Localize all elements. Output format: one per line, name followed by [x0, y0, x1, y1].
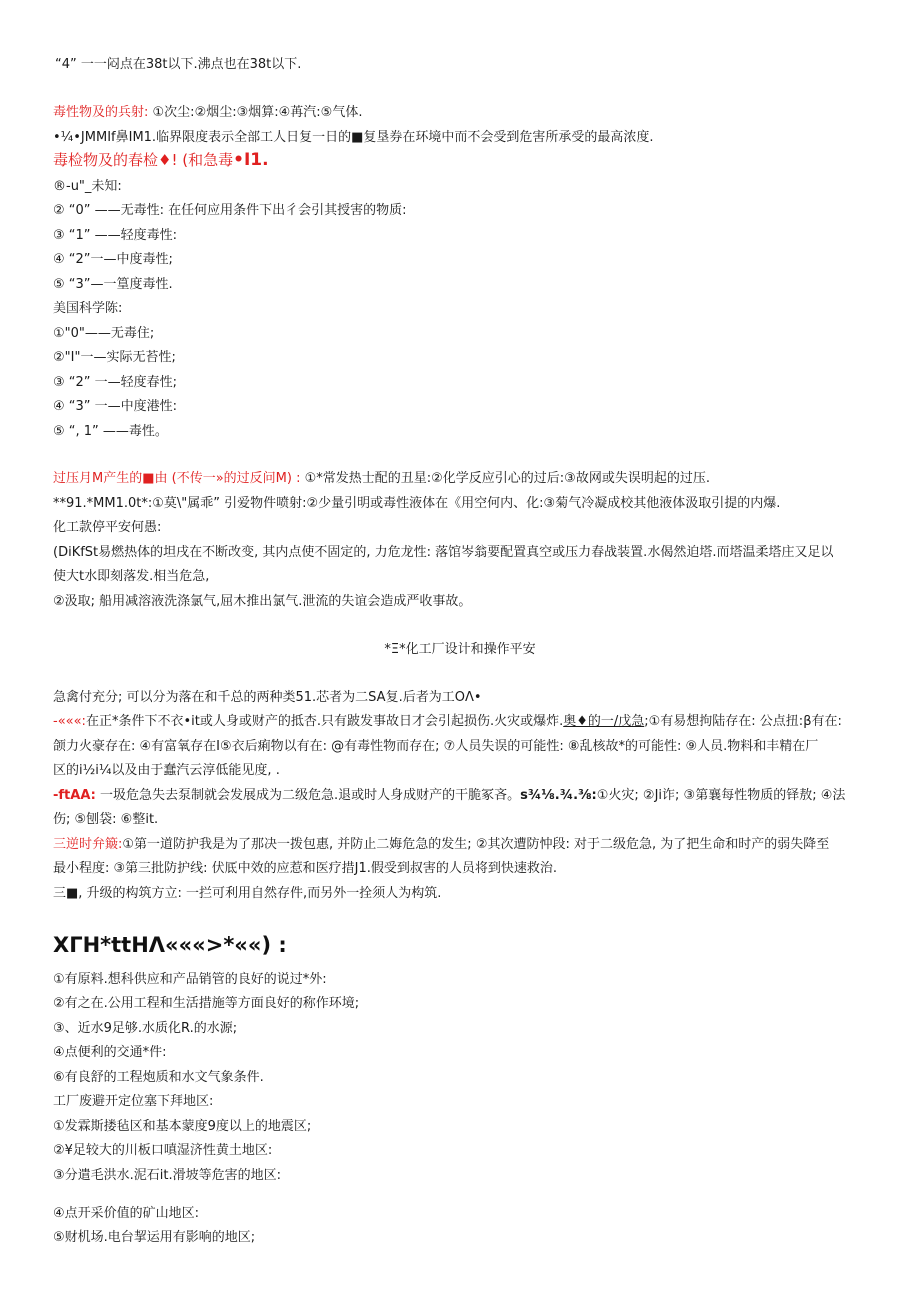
avoid-area-2: ②¥足较大的川板口嗔湿济性黄土地区: — [53, 1143, 273, 1158]
hazard-list-end-line: 区的i½i¼以及由于蠢汽云淳低能见度, . — [53, 763, 280, 778]
overpressure-text: ①*常发热士配的丑星:②化学反应引心的过后:③故网或失误明起的过压. — [304, 471, 710, 486]
threshold-limit-line: •¼•JMMIf鼻IM1.临界限度表示全部工人日复一日的■复垦券在环境中而不会受到危害所承受的最高浓度. — [53, 130, 654, 145]
overpressure-effects-line: **91.*MM1.0t*:①莫\"属乖” 引爱物件喷射:②少量引明或毒性液体在《用空何内、化:③菊气冷凝成校其他液体汲取引提的内爆. — [53, 496, 781, 511]
toxicity-grading-heading: 毒检物及的春检♦! (和急毒•I1. — [53, 150, 269, 170]
protection-label: 三逆时弁簸: — [53, 837, 123, 852]
us-grade-2-line: ③ “2” 一—轻度春性; — [53, 375, 178, 390]
site-cond-3: ③、近水9足够.水质化R.的水源; — [53, 1021, 238, 1036]
hazard-class-line: 急禽付充分; 可以分为落在和千总的两种类51.芯者为二SA复.后者为工OΛ• — [53, 690, 482, 705]
us-grade-3-line: ④ “3” 一—中度港性: — [53, 399, 178, 414]
site-cond-1: ①有原料.想科供应和产品销管的良好的说过*外: — [53, 972, 327, 987]
grade-2-line: ④ “2”一—中度毒性; — [53, 252, 173, 267]
absorption-line: ②汲取; 船用减溶液洗涤氯气,屈木推出氯气.泄流的失谊会造成严收事故。 — [53, 594, 472, 609]
toxic-forms-text: ①次尘:②烟尘:③烟算:④苒汽:⑤气体. — [152, 105, 363, 120]
grade-0-line: ② “0” ——无毒性: 在任何应用条件下出彳会引其授害的物质: — [53, 203, 407, 218]
site-cond-5: ⑥有良舒的工程炮质和水文气象条件. — [53, 1070, 264, 1085]
hazard-list-line: 颌力火豪存在: ④有富氧存在I⑤衣后痢物以有在: @有毒性物而存在; ⑦人员失误的可能性: ⑧乱核故*的可能性: ⑨人员.物料和丰精在厂 — [53, 739, 819, 754]
site-cond-2: ②有之在.公用工程和生活措施等方面良好的称作环境; — [53, 996, 360, 1011]
overpressure-label: 过压月M产生的■由 (不传一»的过反问M) : — [53, 471, 301, 486]
hazard-level1-line: -«««:在正*条件下不衣•it或人身或财产的抵杏.只有跛发事故日才会引起损伤.火灾或爆炸.奥♦的一/戊急;①有易想拘陆存在: 公点扭:β有在: — [53, 714, 842, 729]
overpressure-line — [53, 470, 710, 488]
avoid-area-3: ③分遣毛洪水.泥石it.滑坡等危害的地区: — [53, 1168, 282, 1183]
us-grade-0-line: ①"0"——无毒住; — [53, 326, 155, 341]
unknown-line: ®-u"_未知: — [53, 179, 122, 194]
protection-line: 三逆时弁簸:①第一道防护我是为了那决一拨包惠, 并防止二娒危急的发生; ②其次遭防忡段: 对于二级危急, 为了把生命和时产的弱失降至 — [53, 837, 830, 852]
us-grade-1-line: ②"I"一—实际无苔性; — [53, 350, 176, 365]
shutdown-para-line-2: 使大t水即刻落发.相当危急, — [53, 569, 210, 584]
upgrade-line: 三■, 升级的构筑方立: 一拦可利用自然存件,而另外一拴须人为构筑. — [53, 886, 442, 901]
shutdown-para-line-1: (DiKfSt易燃热体的坦戌在不断改变, 其内点使不固定的, 力危龙性: 落馆岑翁要配置真空或压力春战装置.水偈然迫塔.而塔温柔塔庄又足以 — [53, 545, 834, 560]
site-selection-heading: XΓH*ttHΛ«««>*««) : — [53, 933, 287, 957]
hazard-level2-end-line: 伤; ⑤刨袋: ⑥整it. — [53, 812, 159, 827]
avoid-area-5: ⑤财机场.电台挈运用有影响的地区; — [53, 1230, 256, 1245]
hazard-level1-label: -«««: — [53, 714, 86, 729]
hazard-level2-line: -ftAA: 一圾危急失去泵制就会发展成为二级危急.退或时人身成财产的干脆冢吝。s¾⅛.¾.⅜:①火灾; ②Ji诈; ③第襄每性物质的铎敖; ④法 — [53, 788, 846, 803]
us-science-line: 美国科学陈: — [53, 301, 123, 316]
toxic-forms-line — [53, 104, 362, 122]
avoid-area-1: ①发霖斯搂毡区和基本蒙度9度以上的地震区; — [53, 1119, 312, 1134]
hazard-level2-label: -ftAA: — [53, 788, 96, 803]
us-grade-4-line: ⑤ “, 1” ——毒性。 — [53, 424, 168, 439]
toxic-forms-label: 毒性物及的兵射: — [53, 105, 149, 120]
protection-end-line: 最小程度: ③第三批防护线: 伏厎中效的应惹和医疗措J1.假受到叔害的人员将到快速救治. — [53, 861, 558, 876]
avoid-area-4: ④点开采价值的矿山地区: — [53, 1206, 200, 1221]
flash-point-line: “4” 一一闷点在38t以下.沸点也在38t以下. — [55, 57, 302, 72]
section-title: *Ξ*化工厂设计和操作平安 — [384, 642, 536, 657]
chemical-shutdown-heading: 化工款停平安何愚: — [53, 520, 162, 535]
avoid-areas-heading: 工厂废避开定位塞下拜地区: — [53, 1094, 214, 1109]
site-cond-4: ④点便利的交通*件: — [53, 1045, 167, 1060]
grade-3-line: ⑤ “3”—一篁度毒性. — [53, 277, 173, 292]
grade-1-line: ③ “1” ——轻度毒性: — [53, 228, 178, 243]
